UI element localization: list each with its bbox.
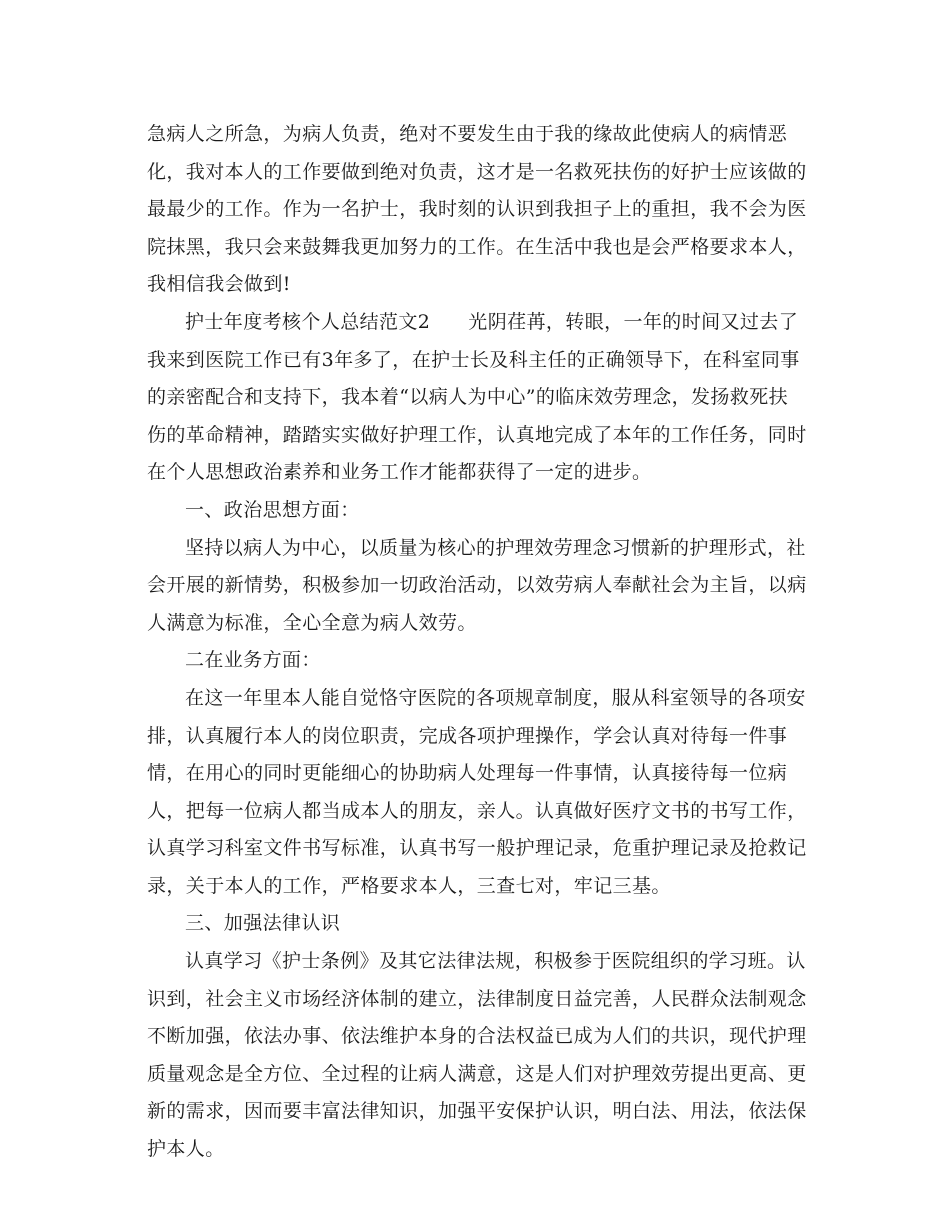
paragraph-law: 认真学习《护士条例》及其它法律法规，积极参于医院组织的学习班。认识到，社会主义市场经济体制的建立，法律制度日益完善，人民群众法制观念不断加强，依法办事、依法维护本身的合法权益已成为人们的共识，现代护理质量观念是全方位、全过程的让病人满意，这是人们对护理效劳提出更高、更新的需求，因而要丰富法律知识，加强平安保护认识，明白法、用法，依法保护本人。 (147, 950, 807, 1161)
section-heading: 护士年度考核个人总结范文2 (185, 310, 431, 333)
paragraph-political: 坚持以病人为中心，以质量为核心的护理效劳理念习惯新的护理形式，社会开展的新情势，积极参加一切政治活动，以效劳病人奉献社会为主旨，以病人满意为标准，全心全意为病人效劳。 (147, 536, 807, 634)
paragraph-continuation: 急病人之所急，为病人负责，绝对不要发生由于我的缘故此使病人的病情恶化，我对本人的工作要做到绝对负责，这才是一名救死扶伤的好护士应该做的最最少的工作。作为一名护士，我时刻的认识到我担子上的重担，我不会为医院抹黑，我只会来鼓舞我更加努力的工作。在生活中我也是会严格要求本人，我相信我会做到! (147, 123, 807, 296)
subheading-business: 二在业务方面： (185, 649, 321, 672)
subheading-law: 三、加强法律认识 (185, 912, 341, 935)
paragraph-section-2-intro (147, 304, 807, 492)
paragraph-business: 在这一年里本人能自觉恪守医院的各项规章制度，服从科室领导的各项安排，认真履行本人的岗位职责，完成各项护理操作，学会认真对待每一件事情，在用心的同时更能细心的协助病人处理每一件事情，认真接待每一位病人，把每一位病人都当成本人的朋友，亲人。认真做好医疗文书的书写工作，认真学习科室文件书写标准，认真书写一般护理记录，危重护理记录及抢救记录，关于本人的工作，严格要求本人，三查七对，牢记三基。 (147, 686, 807, 897)
subheading-political: 一、政治思想方面： (185, 498, 360, 521)
paragraph-text: 光阴荏苒，转眼，一年的时间又过去了我来到医院工作已有3年多了，在护士长及科主任的正确领导下，在科室同事的亲密配合和支持下，我本着“以病人为中心”的临床效劳理念，发扬救死扶伤的革命精神，踏踏实实做好护理工作，认真地完成了本年的工作任务，同时在个人思想政治素养和业务工作才能都获得了一定的进步。 (147, 310, 807, 484)
document-body (147, 116, 807, 1169)
